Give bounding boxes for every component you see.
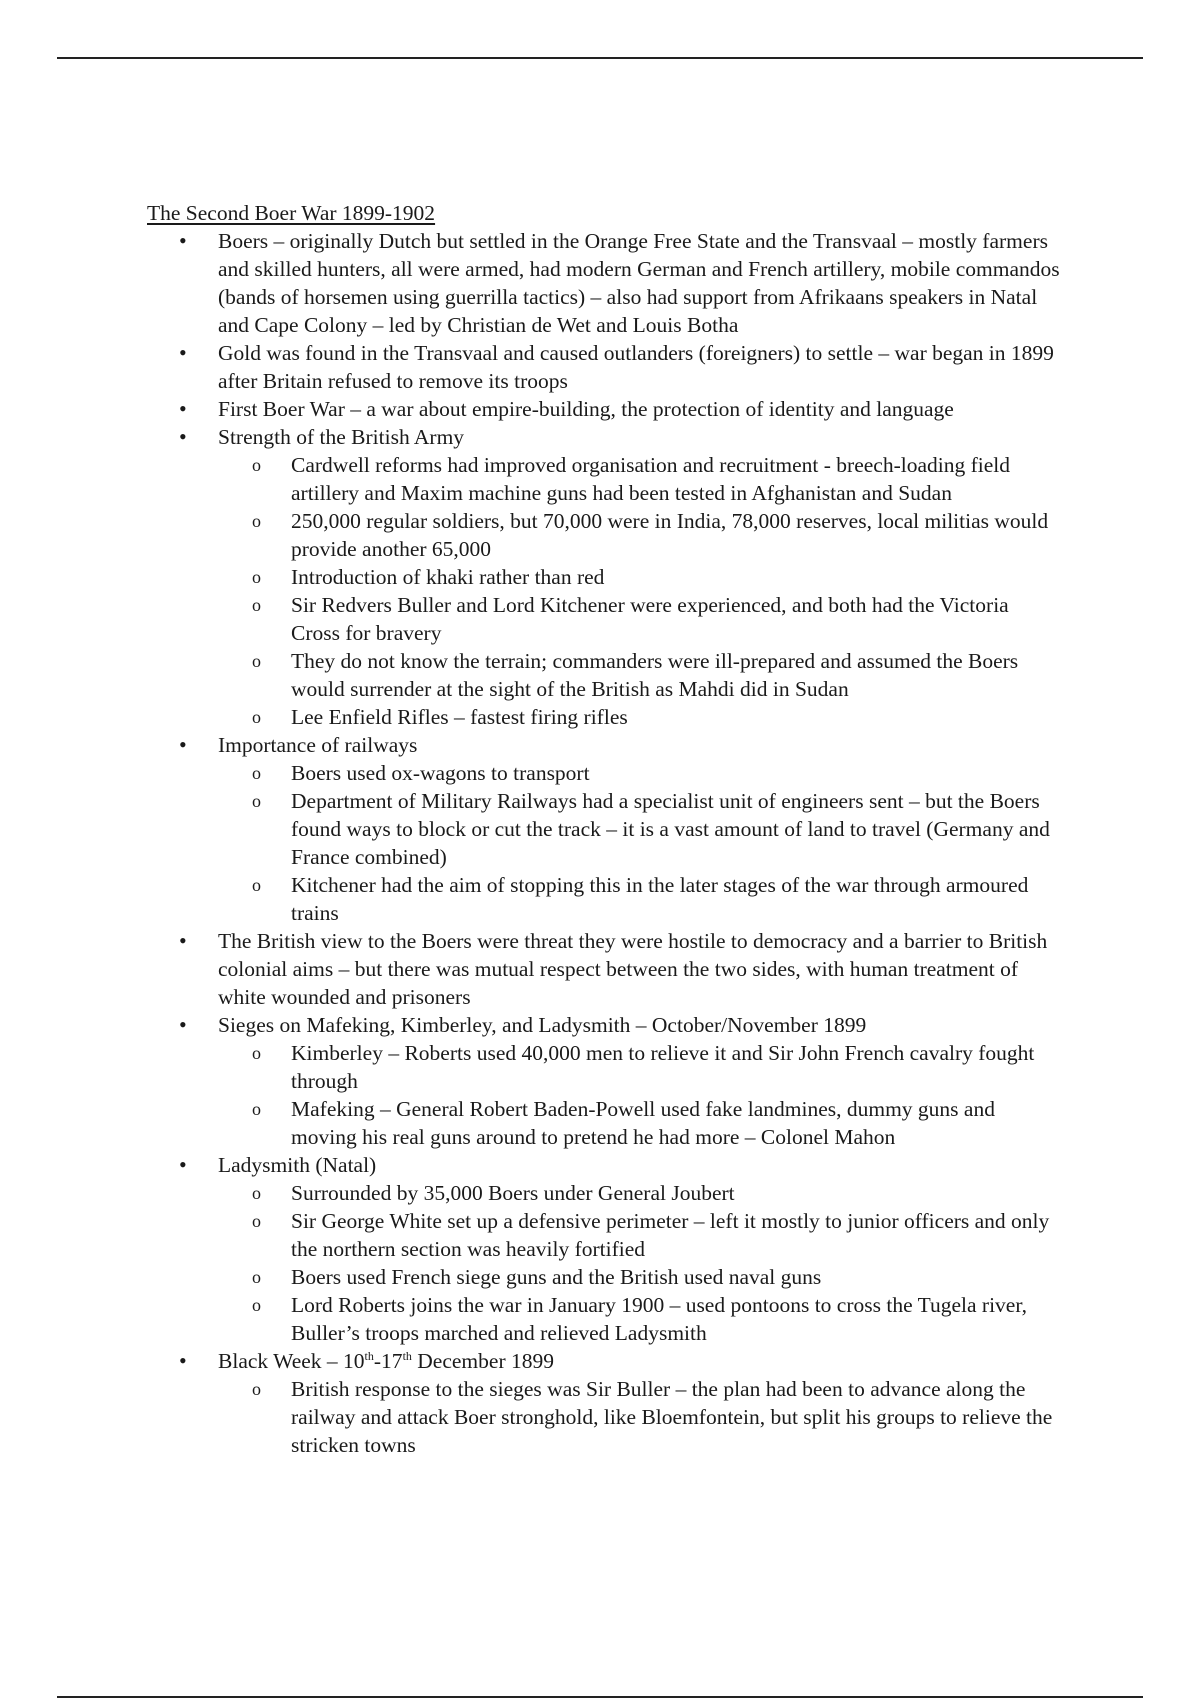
list-item: • Ladysmith (Natal) o Surrounded by 35,000 Boers under General Joubert o Sir George White set up a defensive perimeter – left it mostly to junior officers and only the northern section was heavily fortified o Boers used French siege guns and the British used naval guns o Lord Roberts joins the war in January 1900 – used pontoons to cross the Tugela river, Buller’s troops marched and relieved Ladysmith: [147, 1151, 1062, 1347]
page-title: The Second Boer War 1899-1902: [147, 201, 436, 225]
sub-list-item: o Lee Enfield Rifles – fastest firing rifles: [145, 703, 1062, 731]
sub-list-item: o Sir George White set up a defensive perimeter – left it mostly to junior officers and only the northern section was heavily fortified: [145, 1207, 1062, 1263]
list-item: • Gold was found in the Transvaal and caused outlanders (foreigners) to settle – war began in 1899 after Britain refused to remove its troops: [147, 339, 1062, 395]
list-item: • Importance of railways o Boers used ox-wagons to transport o Department of Military Railways had a specialist unit of engineers sent – but the Boers found ways to block or cut the track – it is a vast amount of land to travel (Germany and France combined) o Kitchener had the aim of stopping this in the later stages of the war through armoured trains: [147, 731, 1062, 927]
sub-list: [145, 1179, 1062, 1347]
sub-list-item: o Introduction of khaki rather than red: [145, 563, 1062, 591]
sub-list-item: o Surrounded by 35,000 Boers under General Joubert: [145, 1179, 1062, 1207]
sub-list-item: o Lord Roberts joins the war in January 1900 – used pontoons to cross the Tugela river, Buller’s troops marched and relieved Ladysmith: [145, 1291, 1062, 1347]
sub-list-item: o Mafeking – General Robert Baden-Powell used fake landmines, dummy guns and moving his real guns around to pretend he had more – Colonel Mahon: [145, 1095, 1062, 1151]
sub-list-item: o Boers used French siege guns and the British used naval guns: [145, 1263, 1062, 1291]
sub-list-item: o Cardwell reforms had improved organisation and recruitment - breech-loading field artillery and Maxim machine guns had been tested in Afghanistan and Sudan: [145, 451, 1062, 507]
sub-list-item: o Sir Redvers Buller and Lord Kitchener were experienced, and both had the Victoria Cross for bravery: [145, 591, 1062, 647]
list-item: • Black Week – 10th-17th December 1899 o British response to the sieges was Sir Buller – the plan had been to advance along the railway and attack Boer stronghold, like Bloemfontein, but split his groups to relieve the stricken towns: [147, 1347, 1062, 1459]
bottom-rule: [57, 1696, 1143, 1698]
sub-list-item: o Boers used ox-wagons to transport: [145, 759, 1062, 787]
sub-list-item: o British response to the sieges was Sir Buller – the plan had been to advance along the railway and attack Boer stronghold, like Bloemfontein, but split his groups to relieve the stricken towns: [145, 1375, 1062, 1459]
sub-list: [145, 451, 1062, 731]
list-item: • Sieges on Mafeking, Kimberley, and Ladysmith – October/November 1899 o Kimberley – Roberts used 40,000 men to relieve it and Sir John French cavalry fought through o Mafeking – General Robert Baden-Powell used fake landmines, dummy guns and moving his real guns around to pretend he had more – Colonel Mahon: [147, 1011, 1062, 1151]
top-rule: [57, 57, 1143, 59]
list-item: • Boers – originally Dutch but settled in the Orange Free State and the Transvaal – mostly farmers and skilled hunters, all were armed, had modern German and French artillery, mobile commandos (bands of horsemen using guerrilla tactics) – also had support from Afrikaans speakers in Natal and Cape Colony – led by Christian de Wet and Louis Botha: [147, 227, 1062, 339]
bullet-list: [147, 227, 1062, 1459]
sub-list-item: o Kimberley – Roberts used 40,000 men to relieve it and Sir John French cavalry fought through: [145, 1039, 1062, 1095]
document-body: [147, 199, 1062, 1459]
sub-list-item: o Kitchener had the aim of stopping this in the later stages of the war through armoured trains: [145, 871, 1062, 927]
sub-list: [145, 759, 1062, 927]
sub-list: [145, 1039, 1062, 1151]
list-item: • First Boer War – a war about empire-building, the protection of identity and language: [147, 395, 1062, 423]
sub-list: [145, 1375, 1062, 1459]
list-item: • Strength of the British Army o Cardwell reforms had improved organisation and recruitment - breech-loading field artillery and Maxim machine guns had been tested in Afghanistan and Sudan o 250,000 regular soldiers, but 70,000 were in India, 78,000 reserves, local militias would provide another 65,000 o Introduction of khaki rather than red o Sir Redvers Buller and Lord Kitchener were experienced, and both had the Victoria Cross for bravery o They do not know the terrain; commanders were ill-prepared and assumed the Boers would surrender at the sight of the British as Mahdi did in Sudan o Lee Enfield Rifles – fastest firing rifles: [147, 423, 1062, 731]
list-item: • The British view to the Boers were threat they were hostile to democracy and a barrier to British colonial aims – but there was mutual respect between the two sides, with human treatment of white wounded and prisoners: [147, 927, 1062, 1011]
sub-list-item: o They do not know the terrain; commanders were ill-prepared and assumed the Boers would surrender at the sight of the British as Mahdi did in Sudan: [145, 647, 1062, 703]
sub-list-item: o 250,000 regular soldiers, but 70,000 were in India, 78,000 reserves, local militias would provide another 65,000: [145, 507, 1062, 563]
sub-list-item: o Department of Military Railways had a specialist unit of engineers sent – but the Boers found ways to block or cut the track – it is a vast amount of land to travel (Germany and France combined): [145, 787, 1062, 871]
